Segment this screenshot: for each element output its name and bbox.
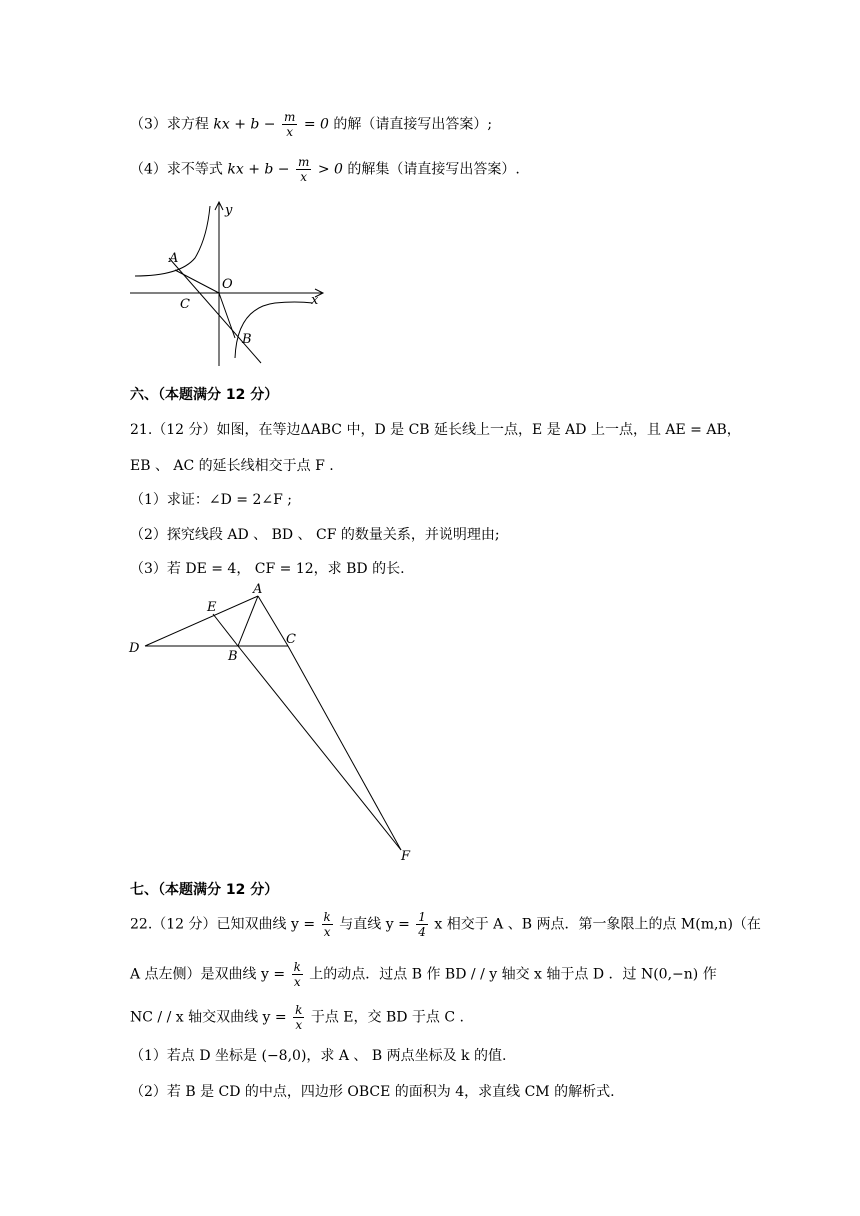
frac-den: x: [286, 125, 294, 139]
segment-OB: [219, 293, 235, 338]
q20-part3-eq-left: kx + b −: [213, 116, 276, 133]
q21-part1: （1）求证：∠D = 2∠F ;: [130, 492, 293, 508]
q20-part3-lead: （3）求方程: [130, 116, 209, 133]
frac-den: x: [293, 975, 301, 989]
frac-num: k: [295, 1003, 303, 1017]
label-C: C: [180, 297, 190, 312]
frac-den: x: [323, 925, 331, 939]
q22-line1-a: 22.（12 分）已知双曲线 y =: [130, 916, 316, 933]
q20-part4-lead: （4）求不等式: [130, 161, 223, 178]
q20-part3-eq-right: = 0: [303, 116, 329, 133]
q22-line2-b: 上的动点．过点 B 作 BD / / y 轴交 x 轴于点 D ．过 N(0,−n) 作: [309, 966, 717, 983]
q21-line1: 21.（12 分）如图，在等边ΔABC 中，D 是 CB 延长线上一点，E 是 AD 上一点，且 AE = AB，: [130, 422, 741, 438]
q20-part4-eq-left: kx + b −: [227, 161, 290, 178]
q20-part4-eq-right: > 0: [317, 161, 343, 178]
hyperbola-branch-right: [235, 302, 313, 358]
section-6-title: 六、（本题满分 12 分）: [130, 387, 279, 403]
frac-den: 4: [418, 925, 426, 939]
q22-part2: （2）若 B 是 CD 的中点，四边形 OBCE 的面积为 4，求直线 CM 的解析式.: [130, 1084, 615, 1100]
label-y: y: [225, 203, 233, 218]
label-E: E: [207, 600, 217, 615]
fraction-k-over-x: [293, 1003, 304, 1032]
frac-num: k: [293, 960, 301, 974]
q21-part2: （2）探究线段 AD 、 BD 、 CF 的数量关系，并说明理由;: [130, 527, 500, 543]
label-C: C: [286, 632, 296, 647]
q22-line3-b: 于点 E，交 BD 于点 C .: [310, 1009, 464, 1026]
q22-line3-a: NC / / x 轴交双曲线 y =: [130, 1009, 287, 1026]
section-7-title: 七、（本题满分 12 分）: [130, 882, 279, 898]
frac-den: x: [300, 170, 308, 184]
segment-EB: [213, 614, 238, 646]
label-B: B: [242, 332, 252, 347]
label-F: F: [401, 849, 411, 864]
q22-part1: （1）若点 D 坐标是 (−8,0)，求 A 、 B 两点坐标及 k 的值.: [130, 1048, 507, 1064]
q22-line3: [130, 1003, 464, 1032]
q20-part3-tail: 的解（请直接写出答案）;: [333, 116, 493, 133]
q21-part3: （3）若 DE = 4， CF = 12，求 BD 的长.: [130, 561, 405, 577]
label-A: A: [169, 251, 179, 266]
figure-hyperbola-line: [125, 198, 335, 370]
frac-num: m: [297, 155, 310, 169]
q21-line2: EB 、 AC 的延长线相交于点 F .: [130, 458, 334, 474]
segment-CF: [288, 646, 401, 850]
segment-BF: [238, 646, 401, 850]
q22-line1: [130, 910, 761, 939]
label-A: A: [253, 582, 263, 597]
label-D: D: [129, 641, 140, 656]
label-B: B: [228, 649, 238, 664]
frac-num: 1: [418, 910, 426, 924]
fraction-m-over-x: [282, 110, 297, 139]
frac-num: m: [283, 110, 296, 124]
q22-line1-c: x 相交于 A 、B 两点．第一象限上的点 M(m,n)（在: [434, 916, 761, 933]
fraction-k-over-x: [322, 910, 333, 939]
label-x: x: [311, 293, 319, 308]
frac-num: k: [323, 910, 331, 924]
label-O: O: [222, 277, 233, 292]
frac-den: x: [295, 1018, 303, 1032]
q22-line1-b: 与直线 y =: [339, 916, 410, 933]
fraction-one-quarter: [416, 910, 428, 939]
figure-triangle: [125, 580, 425, 865]
q20-part3: [130, 110, 492, 139]
q20-part4: [130, 155, 520, 184]
q20-part4-tail: 的解集（请直接写出答案）.: [347, 161, 520, 178]
fraction-k-over-x: [292, 960, 303, 989]
fraction-m-over-x: [296, 155, 311, 184]
q22-line2: [130, 960, 717, 989]
q22-line2-a: A 点左侧）是双曲线 y =: [130, 966, 286, 983]
segment-AC: [258, 596, 288, 646]
